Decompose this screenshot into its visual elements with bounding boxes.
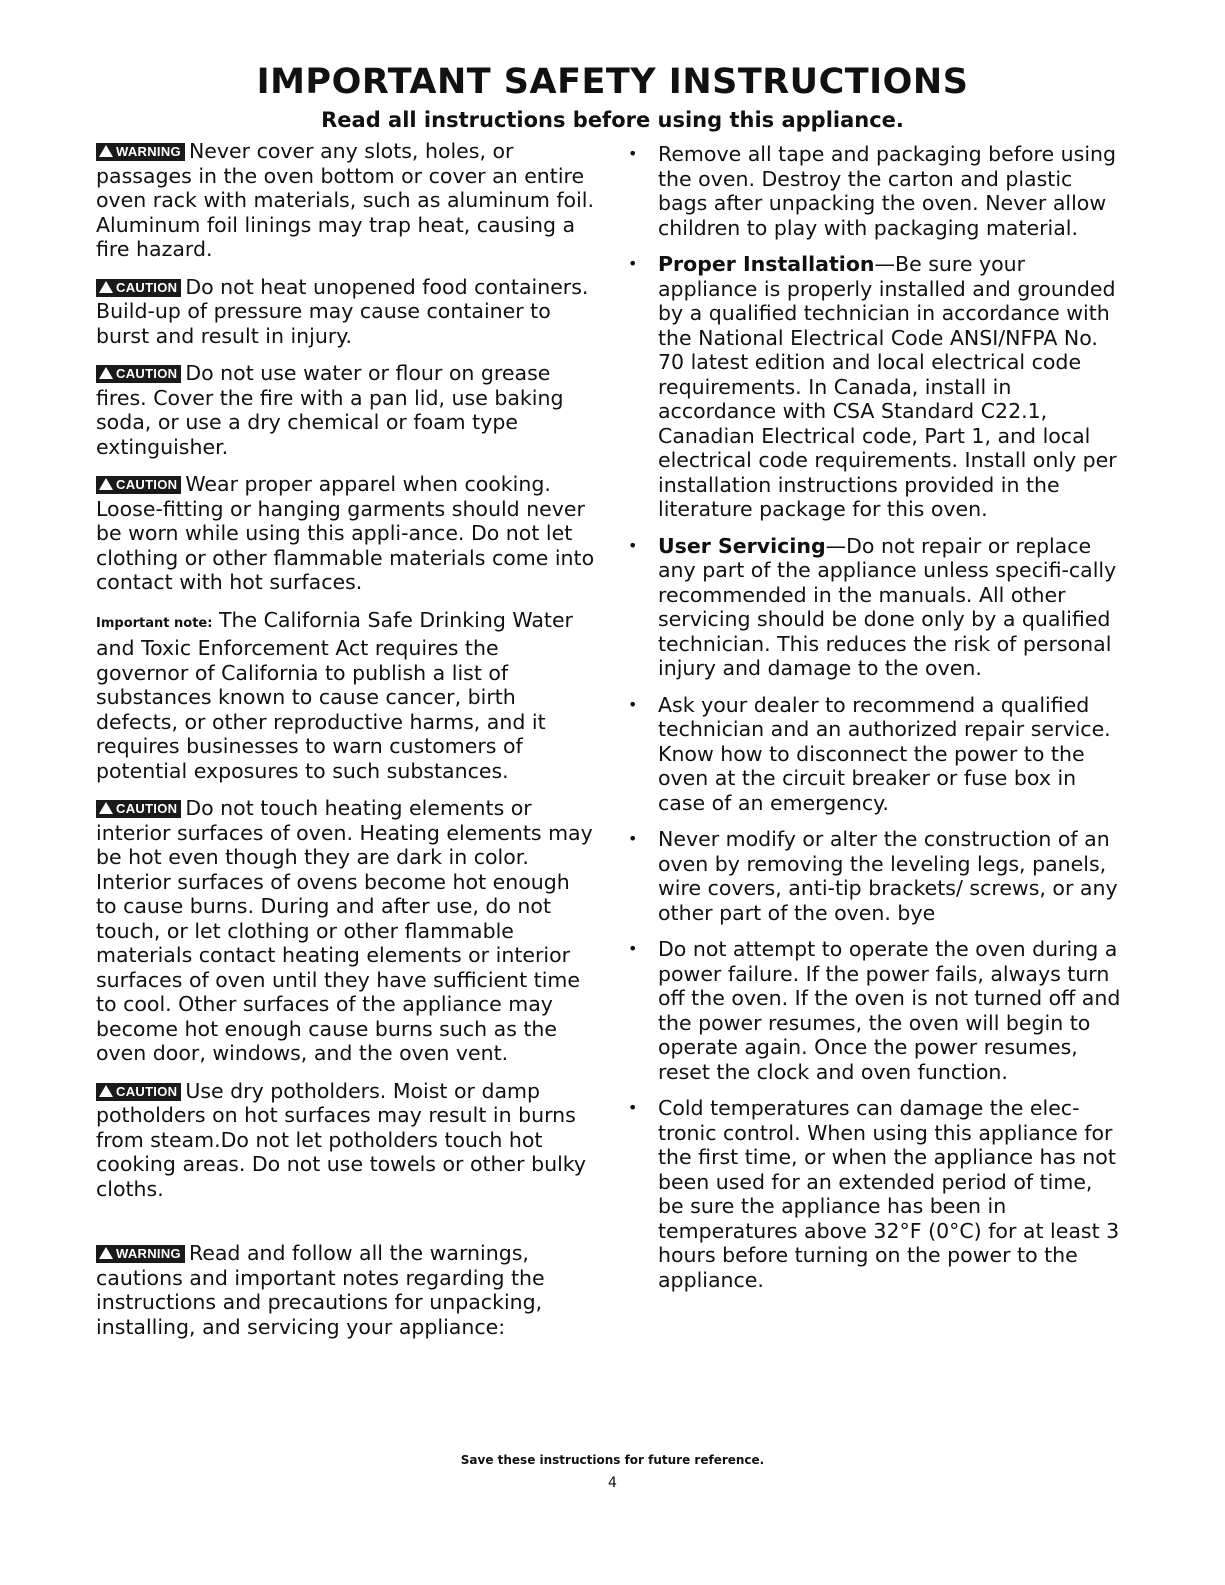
- caution-paragraph: [96, 1079, 596, 1202]
- paragraph-text: Do not heat unopened food containers. Build-up of pressure may cause container to burst and result in injury.: [96, 274, 589, 348]
- paragraph-text: Do not use water or flour on grease fires. Cover the fire with a pan lid, use baking soda, or use a dry chemical or foam type extinguisher.: [96, 361, 564, 459]
- important-note-paragraph: [96, 608, 596, 784]
- item-text: Cold temperatures can damage the elec-tronic control. When using this appliance for the first time, or when the appliance has not been used for an extended period of time, be sure the appliance has been in temperatures above 32°F (0°C) for at least 3 hours before turning on the power to the appliance.: [658, 1096, 1120, 1292]
- bullet-icon: •: [628, 254, 638, 273]
- item-text: Do not attempt to operate the oven during a power failure. If the power fails, always turn off the oven. If the oven is not turned off and the power resumes, the oven will begin to operate again. Once the power resumes, reset the clock and oven function.: [658, 937, 1121, 1084]
- caution-badge: CAUTION: [96, 1083, 181, 1101]
- paragraph-text: Never cover any slots, holes, or passages in the oven bottom or cover an entire oven rack with materials, such as aluminum foil. Aluminum foil linings may trap heat, causing a fire hazard.: [96, 139, 594, 261]
- item-text: Remove all tape and packaging before using the oven. Destroy the carton and plastic bags after unpacking the oven. Never allow children to play with packaging material.: [658, 142, 1117, 240]
- item-text: Never modify or alter the construction of an oven by removing the leveling legs, panels, wire covers, anti-tip brackets/ screws, or any other part of the oven. bye: [658, 827, 1118, 925]
- paragraph-text: The California Safe Drinking Water and Toxic Enforcement Act requires the governor of California to publish a list of substances known to cause cancer, birth defects, or other reproductive harms, and it requires businesses to warn customers of potential exposures to such substances.: [96, 607, 573, 783]
- page-title: IMPORTANT SAFETY INSTRUCTIONS: [256, 62, 969, 102]
- right-column: [628, 142, 1122, 1304]
- caution-badge: CAUTION: [96, 800, 181, 818]
- instruction-list: [628, 142, 1122, 1292]
- caution-badge: CAUTION: [96, 279, 181, 297]
- list-item: [628, 142, 1122, 240]
- caution-paragraph: [96, 796, 596, 1066]
- caution-paragraph: [96, 275, 596, 349]
- warning-paragraph: [96, 1241, 596, 1339]
- warning-badge: WARNING: [96, 1245, 185, 1263]
- paragraph-text: Wear proper apparel when cooking. Loose-fitting or hanging garments should never be worn while using this appli-ance. Do not let clothing or other flammable materials come into contact with hot surfaces.: [96, 472, 595, 594]
- warning-triangle-icon: [99, 802, 113, 814]
- bullet-icon: •: [628, 1098, 638, 1117]
- item-lead: User Servicing: [658, 533, 826, 558]
- list-item: [628, 937, 1122, 1084]
- warning-badge: WARNING: [96, 143, 185, 161]
- bullet-icon: •: [628, 694, 638, 714]
- warning-triangle-icon: [99, 281, 113, 293]
- bullet-icon: •: [628, 535, 638, 555]
- paragraph-text: Use dry potholders. Moist or damp potholders on hot surfaces may result in burns from steam.Do not let potholders touch hot cooking areas. Do not use towels or other bulky cloths.: [96, 1078, 587, 1201]
- item-text: —Be sure your appliance is properly installed and grounded by a qualified technician in accordance with the National Electrical Code ANSI/NFPA No. 70 latest edition and local electrical code requirements. In Canada, install in accordance with CSA Standard C22.1, Canadian Electrical code, Part 1, and local electrical code requirements. Install only per installation instructions provided in the literature package for this oven.: [658, 252, 1117, 521]
- item-text: Ask your dealer to recommend a qualified technician and an authorized repair service. Know how to disconnect the power to the oven at the circuit breaker or fuse box in case of an emergency.: [658, 692, 1111, 815]
- page-number: 4: [608, 1475, 617, 1491]
- caution-paragraph: [96, 472, 596, 595]
- list-item: [628, 534, 1122, 681]
- list-item: [628, 827, 1122, 925]
- caution-paragraph: [96, 361, 596, 459]
- caution-badge: CAUTION: [96, 365, 181, 383]
- list-item: [628, 1096, 1122, 1292]
- footer-note: Save these instructions for future reference.: [460, 1453, 765, 1467]
- item-lead: Proper Installation: [658, 252, 875, 276]
- list-item: [628, 252, 1122, 522]
- paragraph-text: Read and follow all the warnings, cautions and important notes regarding the instructions and precautions for unpacking, installing, and servicing your appliance:: [96, 1241, 545, 1339]
- bullet-icon: •: [628, 939, 638, 958]
- warning-triangle-icon: [99, 1085, 113, 1097]
- list-item: [628, 693, 1122, 816]
- warning-paragraph: [96, 139, 596, 262]
- bullet-icon: •: [628, 829, 638, 848]
- important-note-label: Important note:: [96, 615, 213, 631]
- left-column: [96, 139, 596, 1352]
- caution-badge: CAUTION: [96, 476, 181, 494]
- warning-triangle-icon: [99, 478, 113, 490]
- paragraph-text: Do not touch heating elements or interior surfaces of oven. Heating elements may be hot even though they are dark in color. Interior surfaces of ovens become hot enough to cause burns. During and after use, do not touch, or let clothing or other flammable materials contact heating elements or interior surfaces of oven until they have sufficient time to cool. Other surfaces of the appliance may become hot enough cause burns such as the oven door, windows, and the oven vent.: [96, 796, 593, 1065]
- item-text: —Do not repair or replace any part of the appliance unless specifi-cally recommended in the manuals. All other servicing should be done only by a qualified technician. This reduces the risk of personal injury and damage to the oven.: [658, 533, 1117, 680]
- warning-triangle-icon: [99, 145, 113, 157]
- page-subtitle: Read all instructions before using this appliance.: [321, 108, 904, 132]
- warning-triangle-icon: [99, 1247, 113, 1259]
- warning-triangle-icon: [99, 367, 113, 379]
- bullet-icon: •: [628, 144, 638, 163]
